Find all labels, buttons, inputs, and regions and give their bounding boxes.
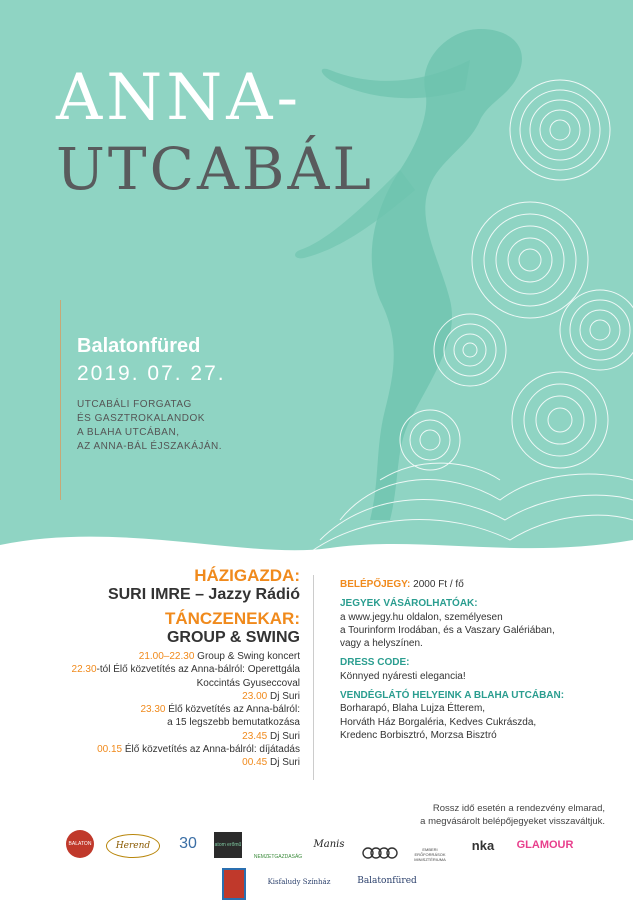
program-item: Koccintás Gyuseccoval bbox=[196, 677, 300, 689]
event-date: 2019. 07. 27. bbox=[77, 362, 226, 385]
title-line-1: ANNA- bbox=[56, 61, 303, 135]
description-line: AZ ANNA-BÁL ÉJSZAKÁJÁN. bbox=[77, 441, 223, 452]
program-item: 23.45 Dj Suri bbox=[242, 730, 300, 742]
buy-line: a Tourinform Irodában, és a Vaszary Galériában, bbox=[340, 624, 555, 636]
nka-logo: nka bbox=[471, 837, 495, 853]
ticket-label: BELÉPŐJEGY: bbox=[340, 579, 411, 590]
manis-logo: Manis bbox=[313, 838, 345, 850]
note-line: Rossz idő esetén a rendezvény elmarad, bbox=[432, 803, 605, 814]
event-description bbox=[77, 398, 222, 454]
dress-section bbox=[340, 656, 630, 683]
program-column bbox=[72, 566, 300, 770]
emmi-logo: EMBERI ERŐFORRÁSOK MINISZTÉRIUMA bbox=[414, 847, 446, 862]
host-label: HÁZIGAZDA: bbox=[194, 566, 300, 585]
thirty-logo: 30 bbox=[179, 835, 197, 852]
program-list bbox=[72, 650, 300, 770]
buy-line: a www.jegy.hu oldalon, személyesen bbox=[340, 611, 503, 623]
buy-section bbox=[340, 597, 630, 650]
venue-line: Borharapó, Blaha Lujza Étterem, bbox=[340, 703, 486, 715]
dress-text: Könnyed nyáresti elegancia! bbox=[340, 670, 466, 682]
atom-logo: atom erőmű bbox=[214, 832, 242, 858]
weather-note bbox=[420, 802, 605, 828]
program-item: 23.00 Dj Suri bbox=[242, 690, 300, 702]
program-item: 23.30 Élő közvetítés az Anna-bálról: bbox=[140, 704, 300, 716]
coat-of-arms-icon bbox=[222, 868, 246, 900]
note-line: a megvásárolt belépőjegyeket visszaváltjuk. bbox=[420, 816, 605, 827]
venues-label: VENDÉGLÁTÓ HELYEINK A BLAHA UTCÁBAN: bbox=[340, 690, 565, 702]
glamour-logo: GLAMOUR bbox=[516, 839, 574, 851]
ticket-section bbox=[340, 578, 630, 591]
description-line: A BLAHA UTCÁBAN, bbox=[77, 427, 180, 438]
program-item: 21.00–22.30 Group & Swing koncert bbox=[138, 651, 300, 662]
balatonfured-logo: Balatonfüred bbox=[357, 876, 417, 886]
info-column bbox=[340, 578, 630, 748]
venue-line: Kredenc Borbisztró, Morzsa Bisztró bbox=[340, 729, 497, 741]
event-city: Balatonfüred bbox=[77, 335, 201, 357]
dress-label: DRESS CODE: bbox=[340, 657, 410, 669]
column-divider bbox=[313, 575, 314, 780]
description-line: ÉS GASZTROKALANDOK bbox=[77, 413, 205, 424]
ministry-logo: NEMZETGAZDASÁG bbox=[253, 854, 303, 860]
audi-logo bbox=[360, 834, 400, 860]
sponsor-strip bbox=[0, 826, 633, 900]
venue-line: Horváth Ház Borgaléria, Kedves Cukrászda, bbox=[340, 716, 537, 728]
program-item: 00.45 Dj Suri bbox=[242, 757, 300, 769]
program-item: a 15 legszebb bemutatkozása bbox=[167, 717, 300, 729]
title-line-2: UTCABÁL bbox=[56, 135, 374, 203]
buy-line: vagy a helyszínen. bbox=[340, 638, 423, 650]
program-item: 00.15 Élő közvetítés az Anna-bálról: díjátadás bbox=[97, 744, 300, 756]
band-label: TÁNCZENEKAR: bbox=[164, 609, 300, 628]
venues-section bbox=[340, 689, 630, 742]
band-name: GROUP & SWING bbox=[166, 629, 300, 646]
description-line: UTCABÁLI FORGATAG bbox=[77, 399, 192, 410]
herend-logo: Herend bbox=[106, 834, 160, 858]
ticket-price: 2000 Ft / fő bbox=[410, 579, 464, 590]
program-item: 22.30-tól Élő közvetítés az Anna-bálról: Operettgála bbox=[71, 664, 300, 676]
gold-divider bbox=[60, 300, 61, 500]
balaton-logo: BALATON bbox=[66, 830, 94, 858]
kisfaludy-logo: Kisfaludy Színház bbox=[267, 878, 331, 886]
host-name: SURI IMRE – Jazzy Rádió bbox=[107, 586, 300, 603]
buy-label: JEGYEK VÁSÁROLHATÓAK: bbox=[340, 598, 478, 610]
audi-rings-icon bbox=[360, 846, 400, 860]
